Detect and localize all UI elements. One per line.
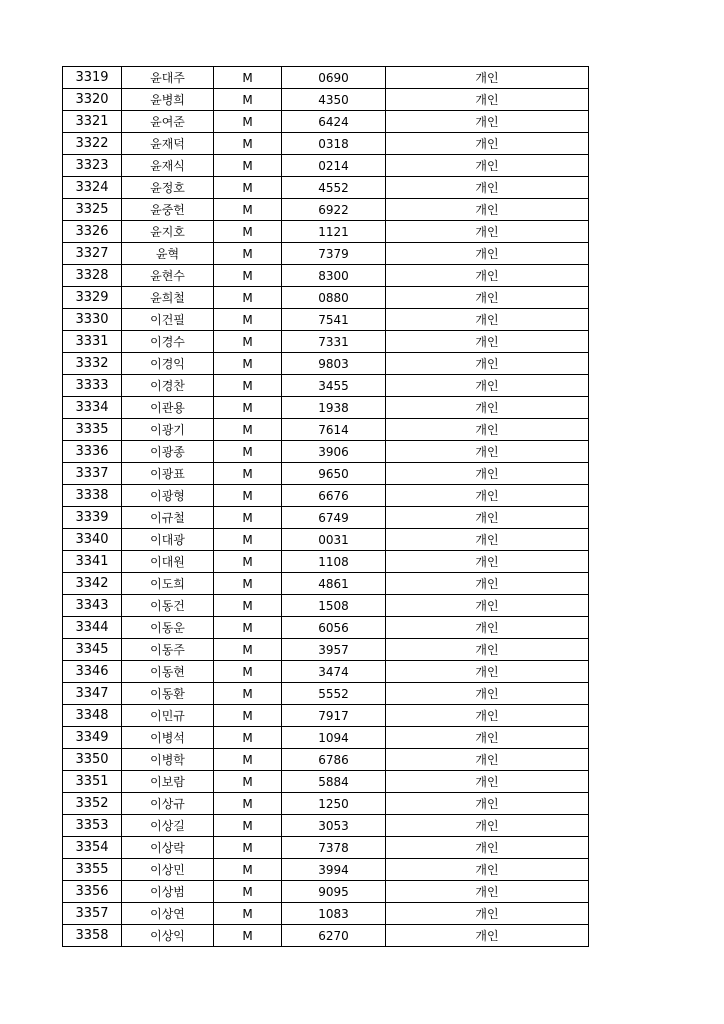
row-number-cell: 3355 <box>63 859 122 881</box>
name-cell: 이상익 <box>122 925 214 947</box>
type-cell: 개인 <box>386 749 589 771</box>
table-row <box>63 881 589 903</box>
gender-cell: M <box>214 815 282 837</box>
name-cell: 이보람 <box>122 771 214 793</box>
gender-cell: M <box>214 375 282 397</box>
code-cell: 4861 <box>282 573 386 595</box>
gender-cell: M <box>214 705 282 727</box>
name-cell: 윤정호 <box>122 177 214 199</box>
code-cell: 7614 <box>282 419 386 441</box>
table-row <box>63 287 589 309</box>
table-row <box>63 925 589 947</box>
type-cell: 개인 <box>386 881 589 903</box>
type-cell: 개인 <box>386 771 589 793</box>
table-row <box>63 771 589 793</box>
type-cell: 개인 <box>386 199 589 221</box>
type-cell: 개인 <box>386 551 589 573</box>
gender-cell: M <box>214 111 282 133</box>
table-row <box>63 111 589 133</box>
table-row <box>63 529 589 551</box>
gender-cell: M <box>214 419 282 441</box>
table-row <box>63 243 589 265</box>
gender-cell: M <box>214 551 282 573</box>
code-cell: 3053 <box>282 815 386 837</box>
gender-cell: M <box>214 309 282 331</box>
row-number-cell: 3335 <box>63 419 122 441</box>
code-cell: 7378 <box>282 837 386 859</box>
type-cell: 개인 <box>386 265 589 287</box>
table-row <box>63 221 589 243</box>
table-row <box>63 661 589 683</box>
type-cell: 개인 <box>386 419 589 441</box>
name-cell: 이동현 <box>122 661 214 683</box>
code-cell: 3474 <box>282 661 386 683</box>
code-cell: 3957 <box>282 639 386 661</box>
code-cell: 9803 <box>282 353 386 375</box>
name-cell: 윤혁 <box>122 243 214 265</box>
row-number-cell: 3340 <box>63 529 122 551</box>
name-cell: 이관용 <box>122 397 214 419</box>
name-cell: 이상락 <box>122 837 214 859</box>
row-number-cell: 3331 <box>63 331 122 353</box>
code-cell: 3455 <box>282 375 386 397</box>
row-number-cell: 3354 <box>63 837 122 859</box>
row-number-cell: 3343 <box>63 595 122 617</box>
table-row <box>63 815 589 837</box>
row-number-cell: 3319 <box>63 67 122 89</box>
gender-cell: M <box>214 617 282 639</box>
type-cell: 개인 <box>386 221 589 243</box>
name-cell: 이병석 <box>122 727 214 749</box>
code-cell: 6786 <box>282 749 386 771</box>
row-number-cell: 3328 <box>63 265 122 287</box>
row-number-cell: 3352 <box>63 793 122 815</box>
code-cell: 9650 <box>282 463 386 485</box>
type-cell: 개인 <box>386 177 589 199</box>
name-cell: 이상민 <box>122 859 214 881</box>
table-row <box>63 375 589 397</box>
gender-cell: M <box>214 529 282 551</box>
type-cell: 개인 <box>386 925 589 947</box>
gender-cell: M <box>214 837 282 859</box>
gender-cell: M <box>214 243 282 265</box>
gender-cell: M <box>214 199 282 221</box>
gender-cell: M <box>214 859 282 881</box>
row-number-cell: 3336 <box>63 441 122 463</box>
gender-cell: M <box>214 793 282 815</box>
table-row <box>63 177 589 199</box>
type-cell: 개인 <box>386 793 589 815</box>
table-row <box>63 199 589 221</box>
name-cell: 윤중헌 <box>122 199 214 221</box>
gender-cell: M <box>214 925 282 947</box>
table-row <box>63 265 589 287</box>
table-row <box>63 551 589 573</box>
type-cell: 개인 <box>386 397 589 419</box>
type-cell: 개인 <box>386 639 589 661</box>
gender-cell: M <box>214 67 282 89</box>
gender-cell: M <box>214 353 282 375</box>
code-cell: 5884 <box>282 771 386 793</box>
gender-cell: M <box>214 265 282 287</box>
code-cell: 0031 <box>282 529 386 551</box>
code-cell: 6270 <box>282 925 386 947</box>
type-cell: 개인 <box>386 859 589 881</box>
code-cell: 4552 <box>282 177 386 199</box>
code-cell: 1121 <box>282 221 386 243</box>
name-cell: 이광기 <box>122 419 214 441</box>
table-row <box>63 155 589 177</box>
gender-cell: M <box>214 749 282 771</box>
type-cell: 개인 <box>386 903 589 925</box>
row-number-cell: 3353 <box>63 815 122 837</box>
code-cell: 6676 <box>282 485 386 507</box>
row-number-cell: 3346 <box>63 661 122 683</box>
type-cell: 개인 <box>386 67 589 89</box>
name-cell: 윤현수 <box>122 265 214 287</box>
row-number-cell: 3332 <box>63 353 122 375</box>
name-cell: 이규철 <box>122 507 214 529</box>
row-number-cell: 3356 <box>63 881 122 903</box>
gender-cell: M <box>214 881 282 903</box>
type-cell: 개인 <box>386 617 589 639</box>
type-cell: 개인 <box>386 661 589 683</box>
row-number-cell: 3320 <box>63 89 122 111</box>
name-cell: 이민규 <box>122 705 214 727</box>
code-cell: 7379 <box>282 243 386 265</box>
table-row <box>63 507 589 529</box>
type-cell: 개인 <box>386 287 589 309</box>
row-number-cell: 3351 <box>63 771 122 793</box>
type-cell: 개인 <box>386 111 589 133</box>
gender-cell: M <box>214 331 282 353</box>
code-cell: 0318 <box>282 133 386 155</box>
code-cell: 6749 <box>282 507 386 529</box>
name-cell: 이동건 <box>122 595 214 617</box>
type-cell: 개인 <box>386 595 589 617</box>
type-cell: 개인 <box>386 683 589 705</box>
gender-cell: M <box>214 485 282 507</box>
table-row <box>63 309 589 331</box>
gender-cell: M <box>214 397 282 419</box>
type-cell: 개인 <box>386 507 589 529</box>
code-cell: 1083 <box>282 903 386 925</box>
table-row <box>63 793 589 815</box>
table-row <box>63 573 589 595</box>
gender-cell: M <box>214 221 282 243</box>
code-cell: 1250 <box>282 793 386 815</box>
gender-cell: M <box>214 133 282 155</box>
row-number-cell: 3329 <box>63 287 122 309</box>
row-number-cell: 3357 <box>63 903 122 925</box>
name-cell: 윤여준 <box>122 111 214 133</box>
gender-cell: M <box>214 595 282 617</box>
gender-cell: M <box>214 463 282 485</box>
type-cell: 개인 <box>386 331 589 353</box>
row-number-cell: 3341 <box>63 551 122 573</box>
type-cell: 개인 <box>386 89 589 111</box>
table-row <box>63 749 589 771</box>
table-row <box>63 595 589 617</box>
row-number-cell: 3337 <box>63 463 122 485</box>
type-cell: 개인 <box>386 727 589 749</box>
name-cell: 윤재식 <box>122 155 214 177</box>
roster-table <box>62 66 589 947</box>
gender-cell: M <box>214 903 282 925</box>
row-number-cell: 3344 <box>63 617 122 639</box>
code-cell: 3994 <box>282 859 386 881</box>
type-cell: 개인 <box>386 133 589 155</box>
type-cell: 개인 <box>386 309 589 331</box>
code-cell: 1508 <box>282 595 386 617</box>
gender-cell: M <box>214 661 282 683</box>
table-row <box>63 727 589 749</box>
name-cell: 윤희철 <box>122 287 214 309</box>
gender-cell: M <box>214 287 282 309</box>
name-cell: 이동환 <box>122 683 214 705</box>
code-cell: 1108 <box>282 551 386 573</box>
code-cell: 6424 <box>282 111 386 133</box>
name-cell: 이경찬 <box>122 375 214 397</box>
row-number-cell: 3325 <box>63 199 122 221</box>
table-row <box>63 859 589 881</box>
name-cell: 이광종 <box>122 441 214 463</box>
table-row <box>63 683 589 705</box>
table-row <box>63 639 589 661</box>
table-row <box>63 353 589 375</box>
table-row <box>63 331 589 353</box>
code-cell: 0880 <box>282 287 386 309</box>
code-cell: 1938 <box>282 397 386 419</box>
type-cell: 개인 <box>386 155 589 177</box>
name-cell: 윤지호 <box>122 221 214 243</box>
gender-cell: M <box>214 771 282 793</box>
table-row <box>63 89 589 111</box>
code-cell: 6056 <box>282 617 386 639</box>
name-cell: 윤병희 <box>122 89 214 111</box>
type-cell: 개인 <box>386 375 589 397</box>
code-cell: 0214 <box>282 155 386 177</box>
name-cell: 이동주 <box>122 639 214 661</box>
table-row <box>63 463 589 485</box>
type-cell: 개인 <box>386 243 589 265</box>
row-number-cell: 3345 <box>63 639 122 661</box>
code-cell: 7331 <box>282 331 386 353</box>
code-cell: 8300 <box>282 265 386 287</box>
gender-cell: M <box>214 89 282 111</box>
row-number-cell: 3339 <box>63 507 122 529</box>
row-number-cell: 3323 <box>63 155 122 177</box>
table-row <box>63 133 589 155</box>
row-number-cell: 3330 <box>63 309 122 331</box>
row-number-cell: 3327 <box>63 243 122 265</box>
row-number-cell: 3338 <box>63 485 122 507</box>
name-cell: 이상연 <box>122 903 214 925</box>
name-cell: 윤대주 <box>122 67 214 89</box>
gender-cell: M <box>214 155 282 177</box>
row-number-cell: 3324 <box>63 177 122 199</box>
type-cell: 개인 <box>386 353 589 375</box>
code-cell: 0690 <box>282 67 386 89</box>
gender-cell: M <box>214 639 282 661</box>
gender-cell: M <box>214 177 282 199</box>
table-row <box>63 837 589 859</box>
table-row <box>63 67 589 89</box>
row-number-cell: 3326 <box>63 221 122 243</box>
row-number-cell: 3322 <box>63 133 122 155</box>
row-number-cell: 3349 <box>63 727 122 749</box>
name-cell: 이상범 <box>122 881 214 903</box>
code-cell: 7541 <box>282 309 386 331</box>
name-cell: 이광표 <box>122 463 214 485</box>
type-cell: 개인 <box>386 529 589 551</box>
table-row <box>63 705 589 727</box>
name-cell: 이대광 <box>122 529 214 551</box>
type-cell: 개인 <box>386 837 589 859</box>
table-row <box>63 485 589 507</box>
code-cell: 9095 <box>282 881 386 903</box>
row-number-cell: 3347 <box>63 683 122 705</box>
type-cell: 개인 <box>386 705 589 727</box>
type-cell: 개인 <box>386 815 589 837</box>
name-cell: 이도희 <box>122 573 214 595</box>
name-cell: 이경익 <box>122 353 214 375</box>
code-cell: 1094 <box>282 727 386 749</box>
table-row <box>63 441 589 463</box>
type-cell: 개인 <box>386 573 589 595</box>
table-row <box>63 397 589 419</box>
type-cell: 개인 <box>386 463 589 485</box>
row-number-cell: 3342 <box>63 573 122 595</box>
gender-cell: M <box>214 507 282 529</box>
code-cell: 7917 <box>282 705 386 727</box>
roster-table-body <box>63 67 589 947</box>
row-number-cell: 3348 <box>63 705 122 727</box>
row-number-cell: 3334 <box>63 397 122 419</box>
code-cell: 5552 <box>282 683 386 705</box>
row-number-cell: 3350 <box>63 749 122 771</box>
row-number-cell: 3333 <box>63 375 122 397</box>
code-cell: 4350 <box>282 89 386 111</box>
name-cell: 윤재덕 <box>122 133 214 155</box>
gender-cell: M <box>214 573 282 595</box>
name-cell: 이병학 <box>122 749 214 771</box>
gender-cell: M <box>214 441 282 463</box>
name-cell: 이대원 <box>122 551 214 573</box>
table-row <box>63 903 589 925</box>
name-cell: 이건필 <box>122 309 214 331</box>
gender-cell: M <box>214 727 282 749</box>
row-number-cell: 3358 <box>63 925 122 947</box>
gender-cell: M <box>214 683 282 705</box>
type-cell: 개인 <box>386 485 589 507</box>
table-row <box>63 419 589 441</box>
name-cell: 이광형 <box>122 485 214 507</box>
name-cell: 이상길 <box>122 815 214 837</box>
row-number-cell: 3321 <box>63 111 122 133</box>
table-row <box>63 617 589 639</box>
type-cell: 개인 <box>386 441 589 463</box>
name-cell: 이상규 <box>122 793 214 815</box>
name-cell: 이경수 <box>122 331 214 353</box>
code-cell: 6922 <box>282 199 386 221</box>
code-cell: 3906 <box>282 441 386 463</box>
name-cell: 이동운 <box>122 617 214 639</box>
